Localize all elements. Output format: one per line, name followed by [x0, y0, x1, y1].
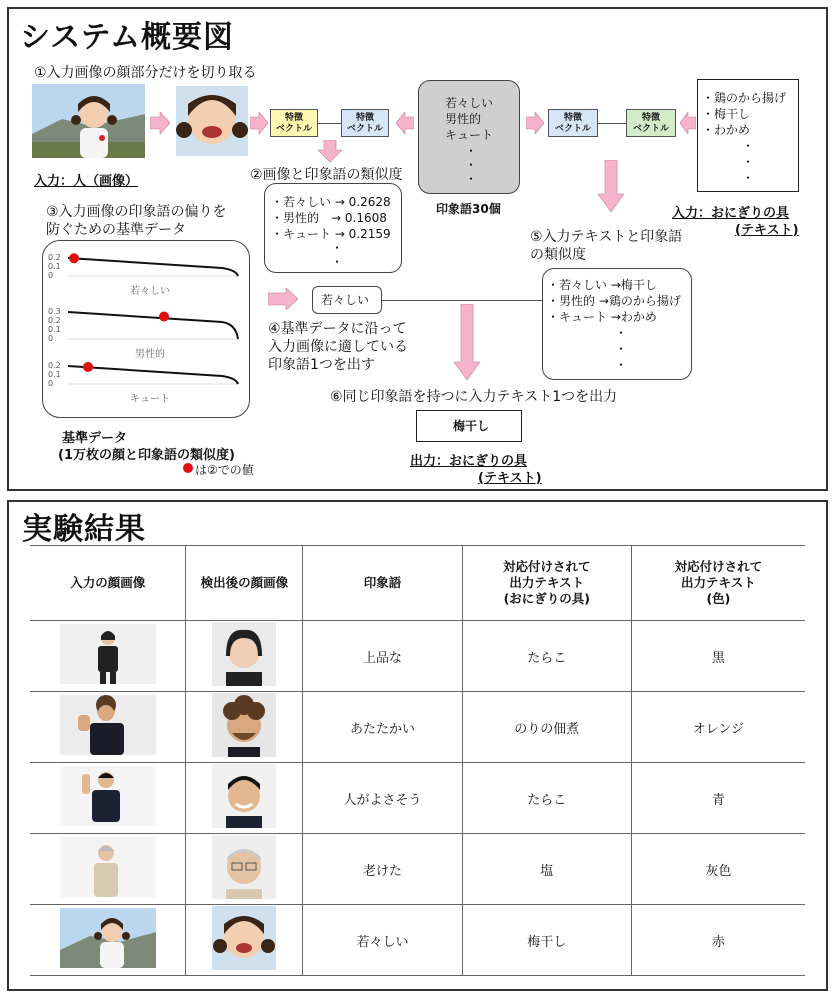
ellipsis-dot: ・ [331, 255, 344, 269]
word-feature-vector-left [341, 109, 389, 137]
mini-chart-tick: 0.2 [48, 361, 61, 370]
mini-chart-curve [68, 366, 238, 384]
mini-chart-curve [68, 312, 238, 339]
table-row [30, 905, 805, 976]
vector-label: 特徴 [284, 113, 303, 123]
mini-chart-tick: 0.1 [48, 370, 61, 379]
arrow-down-icon [318, 140, 342, 162]
header-text: 検出後の顔画像 [200, 575, 289, 590]
step4-line2: 入力画像に適している [268, 339, 408, 355]
arrow-down-icon [454, 304, 480, 380]
detected-face-photo [212, 693, 276, 757]
image-feature-vector [270, 109, 318, 137]
arrow-left-icon [396, 112, 414, 134]
impression-cell: 上品な [303, 621, 463, 692]
header-filling [462, 546, 631, 621]
reference-label-line1: 基準データ [62, 431, 128, 446]
filling-cell: たらこ [462, 621, 631, 692]
filling-cell: たらこ [462, 763, 631, 834]
connector-line [598, 123, 626, 124]
ellipsis-dot: ・ [331, 241, 344, 255]
ellipsis-dot: ・ [742, 171, 755, 185]
input-face-cell [30, 763, 186, 834]
similarity-item: ・キュート → 0.2159 [271, 227, 391, 241]
mini-chart-tick: 0.2 [48, 253, 61, 262]
similarity-item: ・男性的 → 0.1608 [271, 211, 387, 225]
vector-label: 特徴 [641, 113, 660, 123]
mini-chart-label: 若々しい [130, 286, 170, 297]
filling-cell: 梅干し [462, 905, 631, 976]
vector-label: ベクトル [554, 124, 591, 134]
ellipsis-dot: ・ [465, 144, 478, 158]
header-color [631, 546, 805, 621]
table-row [30, 621, 805, 692]
mini-chart-marker [159, 312, 169, 322]
ellipsis-dot: ・ [615, 326, 628, 340]
detected-face-photo [212, 622, 276, 686]
filling-cell: 塩 [462, 834, 631, 905]
table-row [30, 692, 805, 763]
table-row [30, 834, 805, 905]
header-text: (おにぎりの具) [503, 591, 590, 606]
vector-label: ベクトル [275, 124, 312, 134]
vector-label: 特徴 [563, 113, 582, 123]
arrow-down-icon [598, 160, 624, 212]
mini-chart-tick: 0.1 [48, 325, 61, 334]
detected-face-photo [212, 764, 276, 828]
overview-title: システム概要図 [20, 20, 234, 55]
input-face-cell [30, 834, 186, 905]
arrow-right-icon [150, 112, 170, 134]
input-face-photo [60, 837, 156, 897]
header-input-face [30, 546, 186, 621]
detected-face-cell [186, 905, 303, 976]
header-text: 出力テキスト [509, 575, 585, 590]
mapping-item: ・キュート →わかめ [547, 310, 657, 324]
header-text: (色) [706, 591, 731, 606]
mini-chart-label: キュート [130, 394, 170, 405]
filling-cell: のりの佃煮 [462, 692, 631, 763]
step1-label: ①入力画像の顔部分だけを切り取る [34, 65, 257, 81]
mini-chart-tick: 0 [48, 379, 54, 388]
color-cell: 黒 [631, 621, 805, 692]
arrow-right-icon [526, 112, 544, 134]
ingredient-item: ・梅干し [702, 107, 751, 121]
connector-line [318, 123, 341, 124]
mini-chart-label: 男性的 [135, 349, 165, 360]
ingredient-item: ・わかめ [702, 123, 751, 137]
impression-word: 若々しい [445, 96, 494, 110]
impression-cell: 人がよさそう [303, 763, 463, 834]
step6-label: ⑥同じ印象語を持つに入力テキスト1つを出力 [330, 389, 618, 405]
mini-chart-marker [83, 362, 93, 372]
vector-label: 特徴 [355, 113, 374, 123]
input-face-cell [30, 905, 186, 976]
ellipsis-dot: ・ [742, 155, 755, 169]
detected-face-cell [186, 621, 303, 692]
reference-label-line2: (1万枚の顔と印象語の類似度) [58, 448, 235, 463]
color-cell: 赤 [631, 905, 805, 976]
vector-label: ベクトル [346, 124, 383, 134]
step3-label-line2: 防ぐための基準データ [46, 222, 186, 238]
color-cell: オレンジ [631, 692, 805, 763]
ingredients-input-box [697, 79, 799, 192]
input-text-label: 入力：おにぎりの具 [672, 206, 790, 221]
mapping-item: ・男性的 →鶏のから揚げ [547, 294, 681, 308]
step3-label-line1: ③入力画像の印象語の偏りを [46, 204, 227, 220]
mini-chart-tick: 0 [48, 271, 54, 280]
input-face-photo [60, 908, 156, 968]
mini-chart-tick: 0 [48, 334, 54, 343]
mini-chart-tick: 0.3 [48, 307, 61, 316]
step2-label: ②画像と印象語の類似度 [250, 167, 403, 183]
mini-chart-tick: 0.1 [48, 262, 61, 271]
color-cell: 灰色 [631, 834, 805, 905]
input-text-label-sub: (テキスト) [735, 223, 799, 238]
ellipsis-dot: ・ [742, 139, 755, 153]
ellipsis-dot: ・ [615, 342, 628, 356]
input-face-photo [60, 695, 156, 755]
impression-cell: あたたかい [303, 692, 463, 763]
similarity-box [264, 183, 402, 273]
detected-face-photo [212, 906, 276, 970]
input-photo-girl [32, 84, 145, 158]
ellipsis-dot: ・ [465, 172, 478, 186]
cropped-face-photo [176, 86, 248, 156]
step5-label-line2: の類似度 [530, 247, 586, 263]
input-face-cell [30, 621, 186, 692]
header-text: 対応付けされて [503, 559, 591, 574]
dot-note: は②での値 [195, 463, 254, 477]
header-detected-face [186, 546, 303, 621]
impression-count-label: 印象語30個 [436, 202, 501, 216]
header-text: 出力テキスト [681, 575, 756, 590]
ellipsis-dot: ・ [465, 158, 478, 172]
table-row [30, 763, 805, 834]
table-header-row [30, 546, 805, 621]
impression-words-box [418, 80, 520, 194]
header-text: 対応付けされて [674, 559, 763, 574]
word-feature-vector-right [548, 109, 598, 137]
impression-cell: 若々しい [303, 905, 463, 976]
mapping-box [542, 268, 692, 380]
input-face-cell [30, 692, 186, 763]
ingredient-item: ・鶏のから揚げ [702, 91, 787, 105]
mini-chart-curve [68, 258, 238, 276]
output-label-sub: (テキスト) [478, 471, 542, 486]
output-label: 出力：おにぎりの具 [410, 454, 528, 469]
output-value: 梅干し [453, 419, 490, 433]
step4-line3: 印象語1つを出す [268, 357, 375, 373]
connector-line [382, 300, 542, 301]
detected-face-cell [186, 692, 303, 763]
text-feature-vector [626, 109, 676, 137]
similarity-item: ・若々しい → 0.2628 [271, 195, 391, 209]
header-impression [303, 546, 463, 621]
detected-face-photo [212, 835, 276, 899]
detected-face-cell [186, 834, 303, 905]
vector-label: ベクトル [632, 124, 669, 134]
mini-chart-tick: 0.2 [48, 316, 61, 325]
color-cell: 青 [631, 763, 805, 834]
mapping-item: ・若々しい →梅干し [547, 278, 657, 292]
arrow-right-icon [268, 288, 298, 310]
selected-word-box [312, 286, 382, 314]
selected-word: 若々しい [321, 293, 370, 307]
detected-face-cell [186, 763, 303, 834]
results-table [30, 545, 805, 976]
input-face-photo [60, 766, 156, 826]
red-dot-icon [183, 463, 193, 473]
impression-word: キュート [445, 128, 494, 142]
header-text: 入力の顔画像 [70, 575, 146, 590]
header-text: 印象語 [363, 575, 402, 590]
step4-line1: ④基準データに沿って [268, 321, 407, 337]
output-box [416, 410, 522, 442]
results-title: 実験結果 [22, 512, 146, 547]
mini-chart-marker [69, 253, 79, 263]
arrow-left-icon [680, 112, 696, 134]
step5-label-line1: ⑤入力テキストと印象語 [530, 229, 683, 245]
arrow-right-icon [250, 112, 268, 134]
input-face-photo [60, 624, 156, 684]
reference-mini-charts [42, 240, 250, 418]
impression-cell: 老けた [303, 834, 463, 905]
input-person-label: 入力：人（画像） [34, 174, 139, 189]
ellipsis-dot: ・ [615, 358, 628, 372]
impression-word: 男性的 [445, 112, 482, 126]
